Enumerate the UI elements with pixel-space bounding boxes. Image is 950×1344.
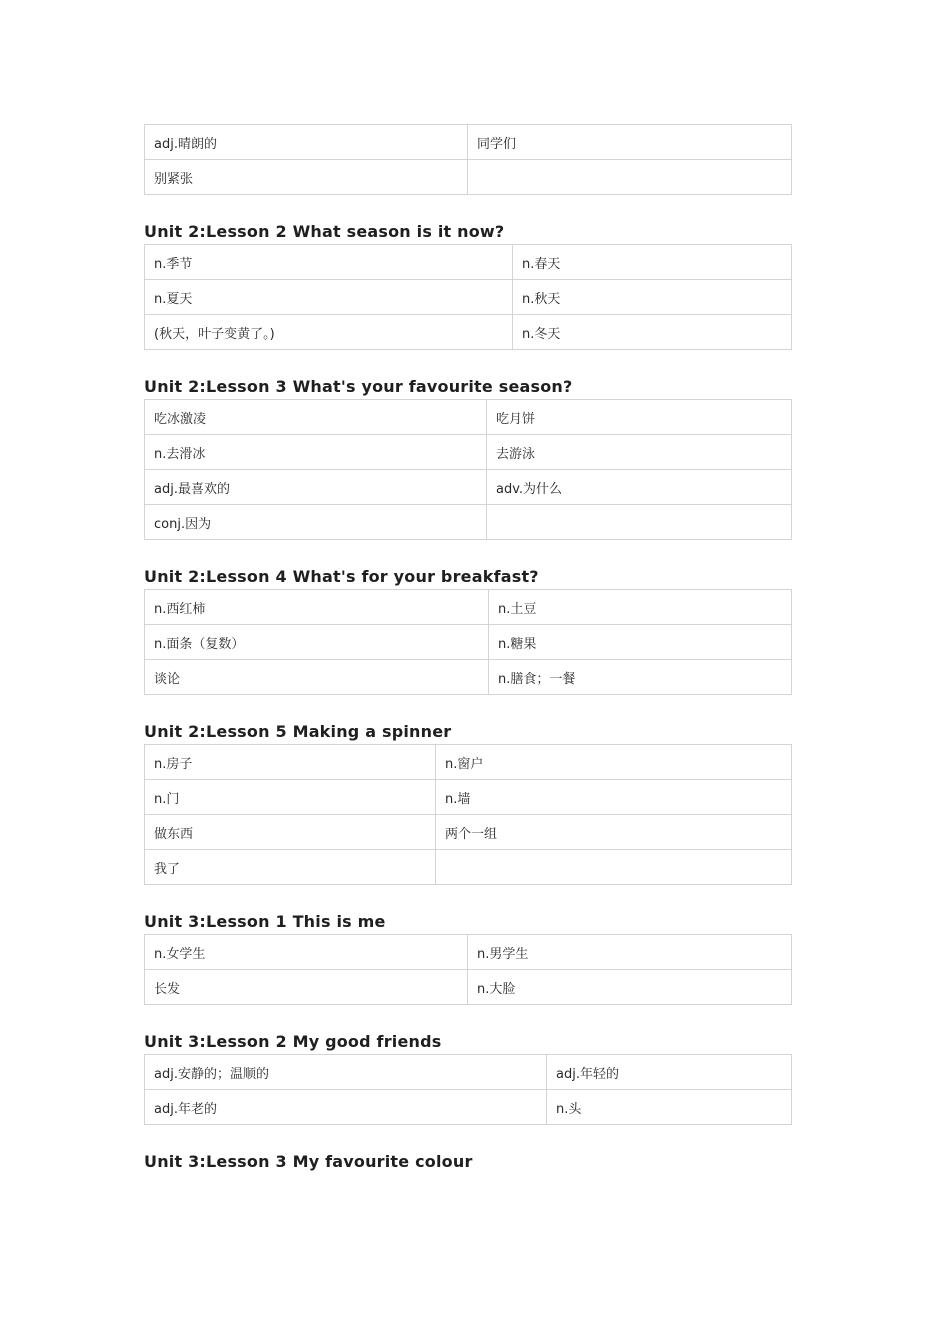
table-row	[145, 780, 792, 815]
vocab-table	[144, 589, 792, 695]
table-cell: adj.年老的	[145, 1090, 547, 1125]
table-row	[145, 505, 792, 540]
table-cell: n.去滑冰	[145, 435, 487, 470]
table-row	[145, 470, 792, 505]
table-cell: n.女学生	[145, 935, 468, 970]
table-cell: n.膳食；一餐	[489, 660, 792, 695]
table-cell: n.大脸	[468, 970, 792, 1005]
table-cell: 谈论	[145, 660, 489, 695]
lesson-heading: Unit 2:Lesson 3 What's your favourite season?	[144, 377, 573, 396]
table-cell: adj.最喜欢的	[145, 470, 487, 505]
table-cell	[436, 850, 792, 885]
table-row	[145, 280, 792, 315]
table-cell: adj.安静的；温顺的	[145, 1055, 547, 1090]
vocab-table	[144, 934, 792, 1005]
table-cell: n.门	[145, 780, 436, 815]
table-cell: 做东西	[145, 815, 436, 850]
table-cell: n.冬天	[513, 315, 792, 350]
vocab-table	[144, 744, 792, 885]
table-row	[145, 660, 792, 695]
table-cell: 两个一组	[436, 815, 792, 850]
table-row	[145, 970, 792, 1005]
table-cell: n.土豆	[489, 590, 792, 625]
table-cell: conj.因为	[145, 505, 487, 540]
table-cell: n.季节	[145, 245, 513, 280]
vocab-table	[144, 1054, 792, 1125]
table-cell: 吃冰激凌	[145, 400, 487, 435]
vocab-table	[144, 399, 792, 540]
table-row	[145, 935, 792, 970]
table-row	[145, 745, 792, 780]
table-cell: (秋天，叶子变黄了。)	[145, 315, 513, 350]
table-row	[145, 625, 792, 660]
lesson-heading: Unit 3:Lesson 3 My favourite colour	[144, 1152, 473, 1171]
table-row	[145, 315, 792, 350]
vocab-table	[144, 124, 792, 195]
table-cell: n.窗户	[436, 745, 792, 780]
table-cell	[468, 160, 792, 195]
table-cell: n.房子	[145, 745, 436, 780]
table-row	[145, 815, 792, 850]
table-cell: n.男学生	[468, 935, 792, 970]
vocab-table	[144, 244, 792, 350]
lesson-heading: Unit 2:Lesson 4 What's for your breakfast?	[144, 567, 539, 586]
table-cell: adj.年轻的	[547, 1055, 792, 1090]
table-cell: n.糖果	[489, 625, 792, 660]
table-cell: n.西红柿	[145, 590, 489, 625]
table-row	[145, 400, 792, 435]
table-cell: n.秋天	[513, 280, 792, 315]
table-cell: 长发	[145, 970, 468, 1005]
table-row	[145, 1090, 792, 1125]
table-cell: adv.为什么	[487, 470, 792, 505]
table-row	[145, 590, 792, 625]
table-cell: 吃月饼	[487, 400, 792, 435]
table-row	[145, 435, 792, 470]
table-cell: 我了	[145, 850, 436, 885]
table-cell: 同学们	[468, 125, 792, 160]
table-cell: n.墙	[436, 780, 792, 815]
table-row	[145, 1055, 792, 1090]
vocabulary-document	[144, 124, 792, 1172]
lesson-heading: Unit 3:Lesson 2 My good friends	[144, 1032, 442, 1051]
lesson-heading: Unit 2:Lesson 2 What season is it now?	[144, 222, 505, 241]
table-row	[145, 850, 792, 885]
table-cell: 去游泳	[487, 435, 792, 470]
table-cell: n.夏天	[145, 280, 513, 315]
table-row	[145, 160, 792, 195]
table-cell: 别紧张	[145, 160, 468, 195]
table-row	[145, 125, 792, 160]
lesson-heading: Unit 3:Lesson 1 This is me	[144, 912, 386, 931]
table-cell: adj.晴朗的	[145, 125, 468, 160]
table-cell: n.面条（复数）	[145, 625, 489, 660]
lesson-heading: Unit 2:Lesson 5 Making a spinner	[144, 722, 452, 741]
table-cell: n.春天	[513, 245, 792, 280]
table-row	[145, 245, 792, 280]
table-cell	[487, 505, 792, 540]
table-cell: n.头	[547, 1090, 792, 1125]
